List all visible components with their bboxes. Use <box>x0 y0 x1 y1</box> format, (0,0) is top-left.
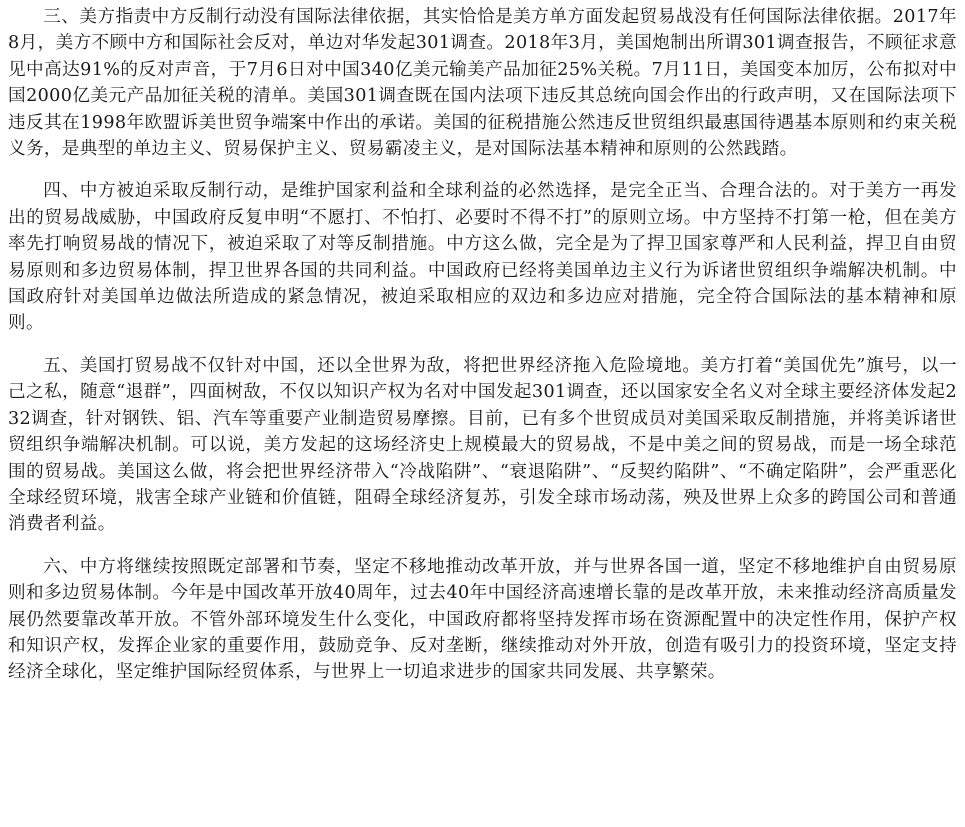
paragraph-four: 四、中方被迫采取反制行动，是维护国家利益和全球利益的必然选择，是完全正当、合理合法的。对于美方一再发出的贸易战威胁，中国政府反复申明“不愿打、不怕打、必要时不得不打”的原则立场。中方坚持不打第一枪，但在美方率先打响贸易战的情况下，被迫采取了对等反制措施。中方这么做，完全是为了捍卫国家尊严和人民利益，捍卫自由贸易原则和多边贸易体制，捍卫世界各国的共同利益。中国政府已经将美国单边主义行为诉诸世贸组织争端解决机制。中国政府针对美国单边做法所造成的紧急情况，被迫采取相应的双边和多边应对措施，完全符合国际法的基本精神和原则。 <box>8 181 957 334</box>
paragraph-three: 三、美方指责中方反制行动没有国际法律依据，其实恰恰是美方单方面发起贸易战没有任何国际法律依据。2017年8月，美方不顾中方和国际社会反对，单边对华发起301调查。2018年3月，美国炮制出所谓301调查报告，不顾征求意见中高达91%的反对声音，于7月6日对中国340亿美元输美产品加征25%关税。7月11日，美国变本加厉，公布拟对中国2000亿美元产品加征关税的清单。美国301调查既在国内法项下违反其总统向国会作出的行政声明，又在国际法项下违反其在1998年欧盟诉美世贸争端案中作出的承诺。美国的征税措施公然违反世贸组织最惠国待遇基本原则和约束关税义务，是典型的单边主义、贸易保护主义、贸易霸凌主义，是对国际法基本精神和原则的公然践踏。 <box>8 7 957 160</box>
paragraph-five: 五、美国打贸易战不仅针对中国，还以全世界为敌，将把世界经济拖入危险境地。美方打着“美国优先”旗号，以一己之私，随意“退群”，四面树敌，不仅以知识产权为名对中国发起301调查，还以国家安全名义对全球主要经济体发起232调查，针对钢铁、铝、汽车等重要产业制造贸易摩擦。目前，已有多个世贸成员对美国采取反制措施，并将美诉诸世贸组织争端解决机制。可以说，美方发起的这场经济史上规模最大的贸易战，不是中美之间的贸易战，而是一场全球范围的贸易战。美国这么做，将会把世界经济带入“冷战陷阱”、“衰退陷阱”、“反契约陷阱”、“不确定陷阱”，会严重恶化全球经贸环境，戕害全球产业链和价值链，阻碍全球经济复苏，引发全球市场动荡，殃及世界上众多的跨国公司和普通消费者利益。 <box>8 355 957 535</box>
paragraph-six: 六、中方将继续按照既定部署和节奏，坚定不移地推动改革开放，并与世界各国一道，坚定不移地维护自由贸易原则和多边贸易体制。今年是中国改革开放40周年，过去40年中国经济高速增长靠的是改革开放，未来推动经济高质量发展仍然要靠改革开放。不管外部环境发生什么变化，中国政府都将坚持发挥市场在资源配置中的决定性作用，保护产权和知识产权，发挥企业家的重要作用，鼓励竞争、反对垄断，继续推动对外开放，创造有吸引力的投资环境，坚定支持经济全球化，坚定维护国际经贸体系，与世界上一切追求进步的国家共同发展、共享繁荣。 <box>8 556 957 683</box>
document-body <box>8 4 957 686</box>
